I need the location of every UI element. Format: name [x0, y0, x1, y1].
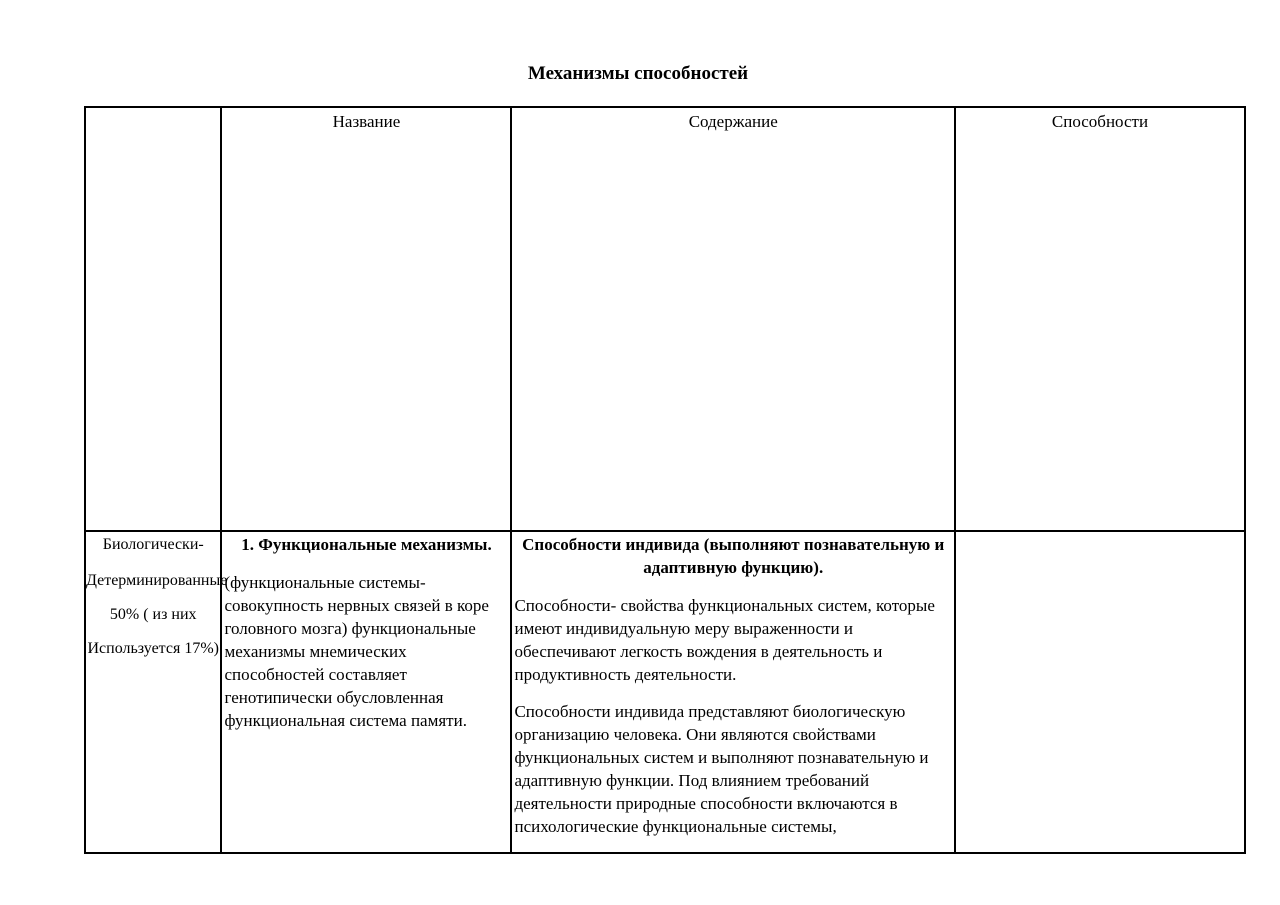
name-heading: 1. Функциональные механизмы. — [241, 535, 492, 554]
document-title: Механизмы способностей — [527, 63, 749, 84]
content-paragraph-1: Способности- свойства функциональных систем, которые имеют индивидуальную меру выраженности и обеспечивают легкость вождения в деятельность и продуктивность деятельности. — [514, 596, 935, 684]
category-cell — [85, 531, 228, 853]
abilities-cell — [955, 531, 1245, 853]
name-text: (функциональные системы- совокупность нервных связей в коре головного мозга) функциональные механизмы мнемических способностей составляет генотипически обусловленная функциональная система памяти. — [224, 573, 489, 730]
header-cell-name: Название — [221, 107, 511, 531]
content-paragraph-2: Способности индивида представляют биологическую организацию человека. Они являются свойствами функциональных систем и выполняют познавательную и адаптивную функции. Под влиянием требований деятельности природные способности включаются в психологические функциональные системы, — [514, 702, 929, 836]
category-line-3: 50% ( из них — [109, 606, 197, 623]
category-line-2: Детерминированные — [86, 572, 228, 589]
content-heading: Способности индивида (выполняют познавательную и адаптивную функцию). — [522, 535, 945, 577]
table-header-row — [85, 107, 1245, 531]
header-cell-empty — [85, 107, 221, 531]
category-line-4: Используется 17%) — [87, 640, 219, 657]
content-cell — [511, 531, 955, 853]
category-line-1: Биологически- — [102, 536, 204, 553]
mechanisms-table — [84, 106, 1246, 854]
table-row — [85, 531, 1245, 853]
name-cell — [221, 531, 511, 853]
header-cell-abilities: Способности — [955, 107, 1245, 531]
header-cell-content: Содержание — [511, 107, 955, 531]
